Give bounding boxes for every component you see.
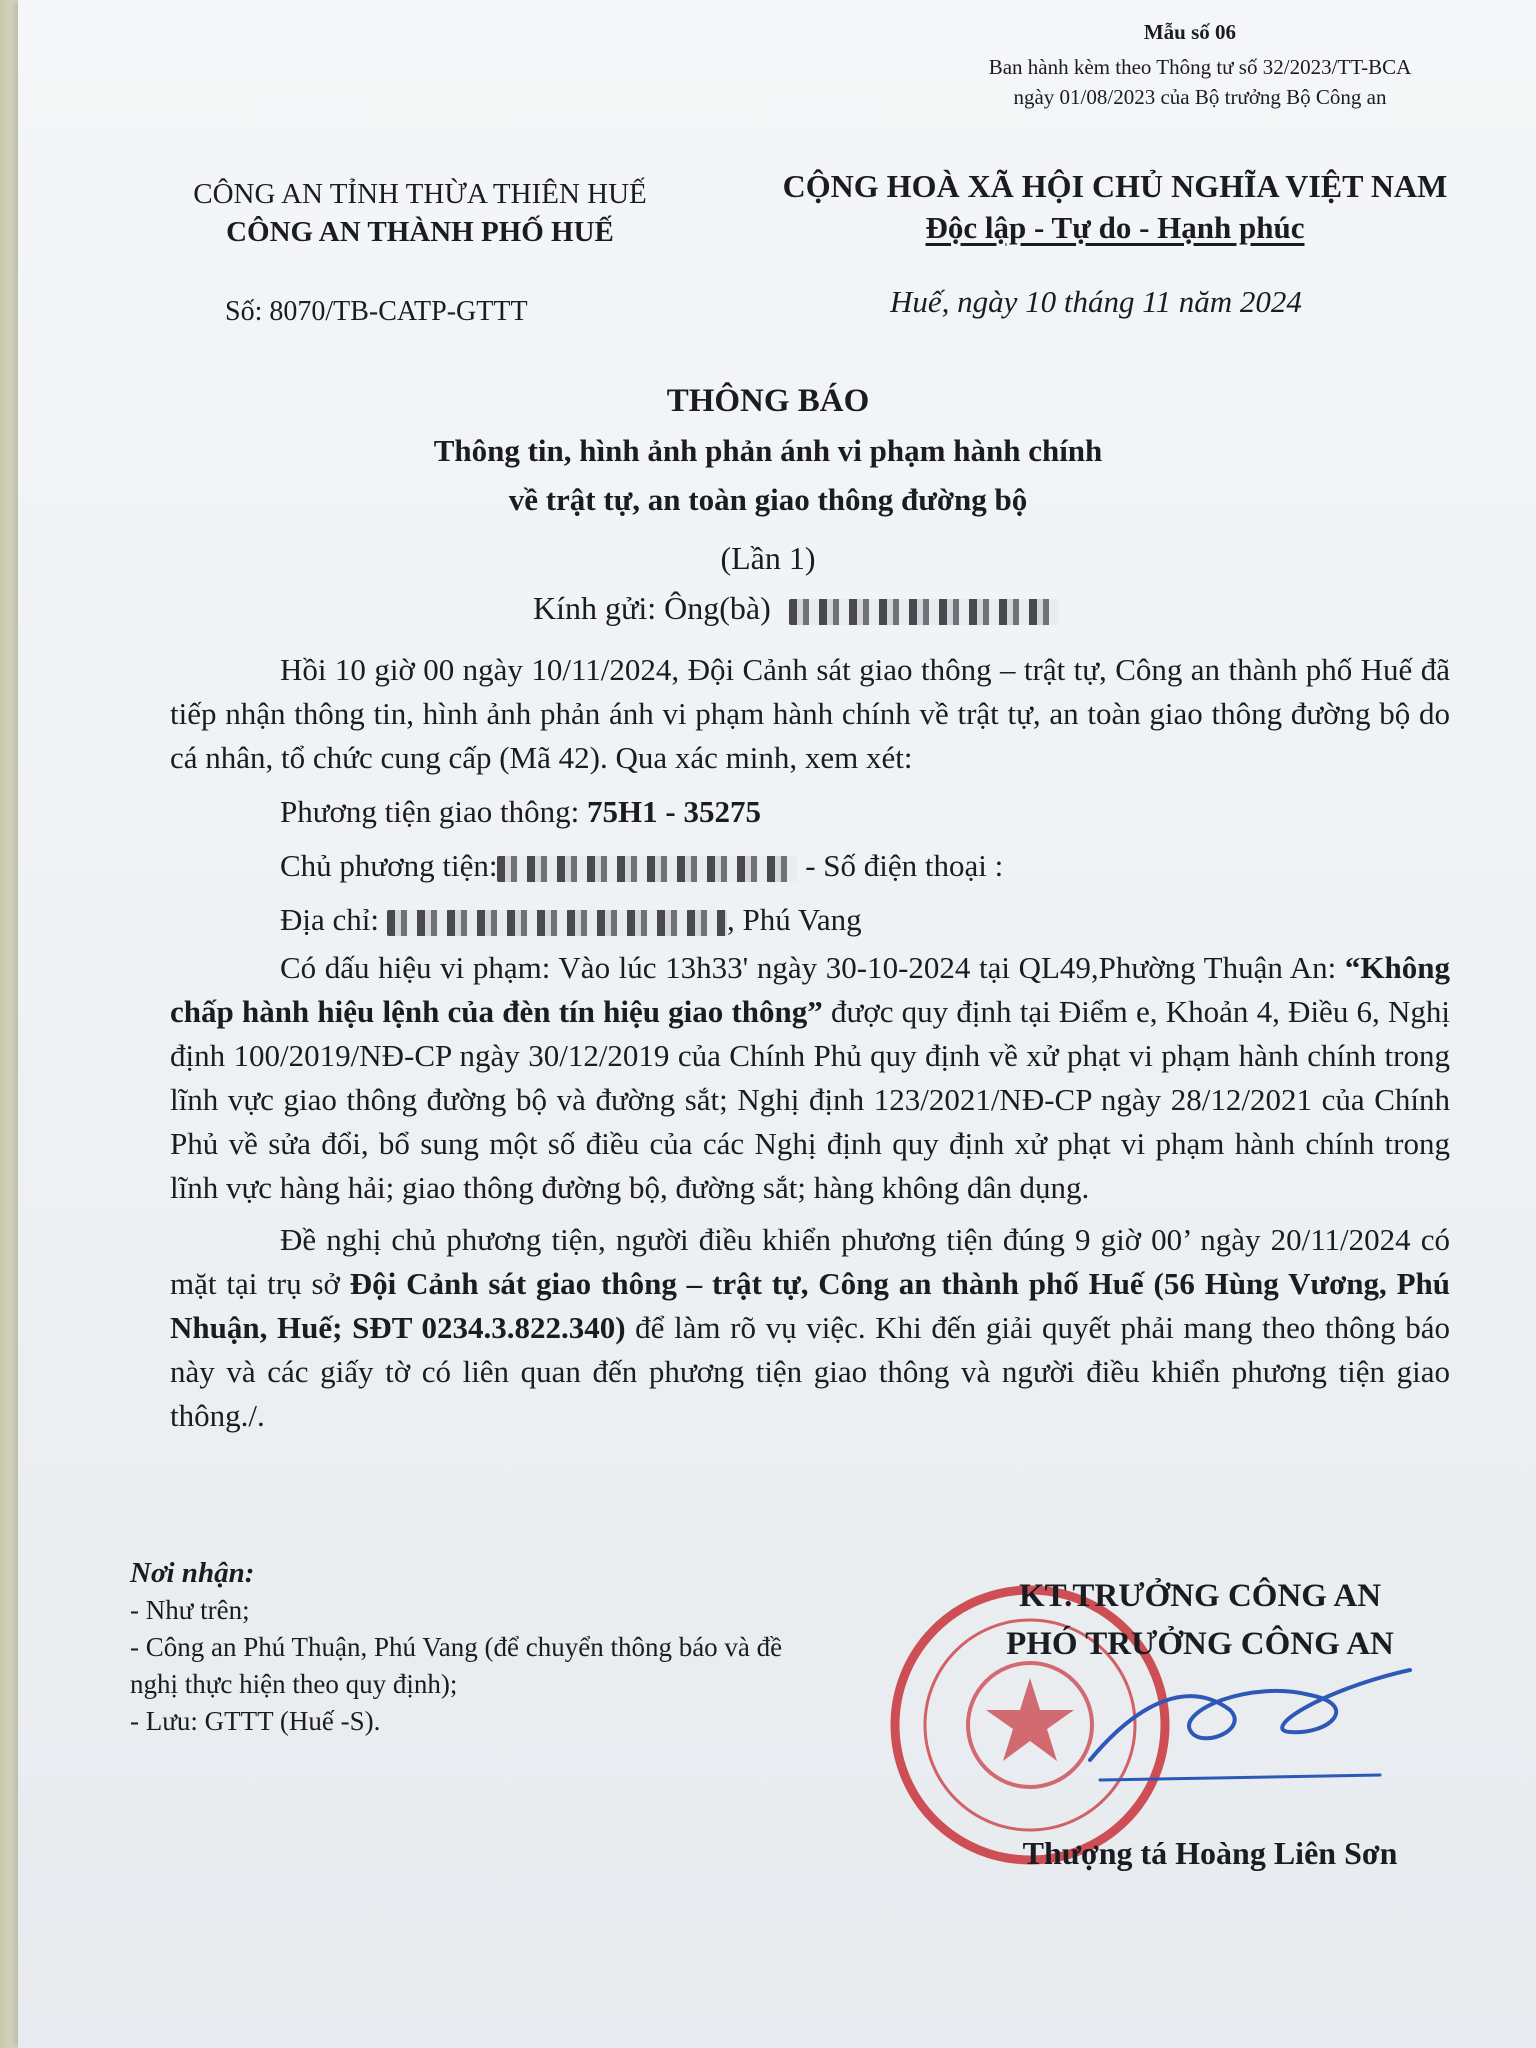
recipient-label: Kính gửi: Ông(bà) [533,590,771,626]
document-subtitle-1: Thông tin, hình ảnh phản ánh vi phạm hành chính [433,433,1103,468]
national-heading [730,165,1500,249]
national-motto: Độc lập - Tự do - Hạnh phúc [925,210,1305,245]
request-text-1: Đề nghị chủ phương tiện, người điều khiển phương tiện đúng 9 giờ 00’ ngày 20/11/2024 có mặt tại trụ sở [170,1222,1450,1301]
owner-line [170,844,1450,888]
violation-text-1: Có dấu hiệu vi phạm: Vào lúc 13h33' ngày 30-10-2024 tại QL49,Phường Thuận An: [280,950,1345,985]
violation-paragraph [170,946,1450,1210]
vehicle-line [170,790,1450,834]
parent-organization: CÔNG AN TỈNH THỪA THIÊN HUẾ [193,178,647,210]
address-tail: , Phú Vang [727,902,862,937]
violation-name: “Không chấp hành hiệu lệnh của đèn tín hiệu giao thông” [170,950,1450,1029]
signature-title-2: PHÓ TRƯỞNG CÔNG AN [1006,1626,1394,1662]
owner-label: Chủ phương tiện: [280,848,498,883]
issuing-authority [140,175,700,251]
redacted-address [387,910,727,936]
address-line [170,898,1450,942]
document-title: THÔNG BÁO [666,383,870,419]
nation-name: CỘNG HOÀ XÃ HỘI CHỦ NGHĨA VIỆT NAM [782,168,1448,204]
signature-title-1: KT.TRƯỞNG CÔNG AN [1018,1578,1382,1614]
document-date: Huế, ngày 10 tháng 11 năm 2024 [890,284,1302,319]
phone-label: - Số điện thoại : [797,848,1004,883]
handwritten-signature-icon [1080,1640,1430,1800]
recipient-item: - Lưu: GTTT (Huế -S). [130,1706,381,1736]
vehicle-plate: 75H1 - 35275 [587,794,761,829]
notice-body [170,648,1450,1438]
redacted-owner [497,856,797,882]
notice-count: (Lần 1) [720,540,816,576]
form-number: Mẫu số 06 [1143,20,1236,44]
address-label: Địa chỉ: [280,902,379,937]
signer-name: Thượng tá Hoàng Liên Sơn [1022,1835,1398,1871]
redacted-recipient [789,599,1059,625]
issuance-note [950,52,1450,112]
request-paragraph [170,1218,1450,1438]
recipient-item: - Như trên; [130,1595,250,1625]
intro-paragraph: Hồi 10 giờ 00 ngày 10/11/2024, Đội Cảnh sát giao thông – trật tự, Công an thành phố Huế đã tiếp nhận thông tin, hình ảnh phản ánh vi phạm hành chính về trật tự, an toàn giao thông đường bộ do cá nhân, tổ chức cung cấp (Mã 42). Qua xác minh, xem xét: [170,652,1450,775]
document-subtitle-2: về trật tự, an toàn giao thông đường bộ [508,482,1028,517]
recipients-list [130,1555,830,1740]
recipients-heading: Nơi nhận: [130,1557,255,1589]
issuance-line-1: Ban hành kèm theo Thông tư số 32/2023/TT-BCA [988,55,1412,79]
issuance-line-2: ngày 01/08/2023 của Bộ trưởng Bộ Công an [1013,85,1387,109]
recipient-line [533,590,1059,627]
request-text-2: để làm rõ vụ việc. Khi đến giải quyết phải mang theo thông báo này và các giấy tờ có liên quan đến phương tiện giao thông và người điều khiển phương tiện giao thông./. [170,1310,1450,1433]
issuing-unit: CÔNG AN THÀNH PHỐ HUẾ [226,216,614,248]
document-number: Số: 8070/TB-CATP-GTTT [225,296,528,327]
recipient-item: - Công an Phú Thuận, Phú Vang (để chuyển thông báo và đề nghị thực hiện theo quy định); [130,1632,783,1699]
request-location: Đội Cảnh sát giao thông – trật tự, Công an thành phố Huế (56 Hùng Vương, Phú Nhuận, Huế; SĐT 0234.3.822.340) [170,1266,1451,1345]
vehicle-label: Phương tiện giao thông: [280,794,588,829]
violation-text-2: được quy định tại Điểm e, Khoản 4, Điều 6, Nghị định 100/2019/NĐ-CP ngày 30/12/2019 của Chính Phủ quy định về xử phạt vi phạm hành chính trong lĩnh vực giao thông đường bộ và đường sắt; Nghị định 123/2021/NĐ-CP ngày 28/12/2021 của Chính Phủ về sửa đổi, bổ sung một số điều của các Nghị định quy định xử phạt vi phạm hành chính trong lĩnh vực hàng hải; giao thông đường bộ, đường sắt; hàng không dân dụng. [170,994,1450,1205]
